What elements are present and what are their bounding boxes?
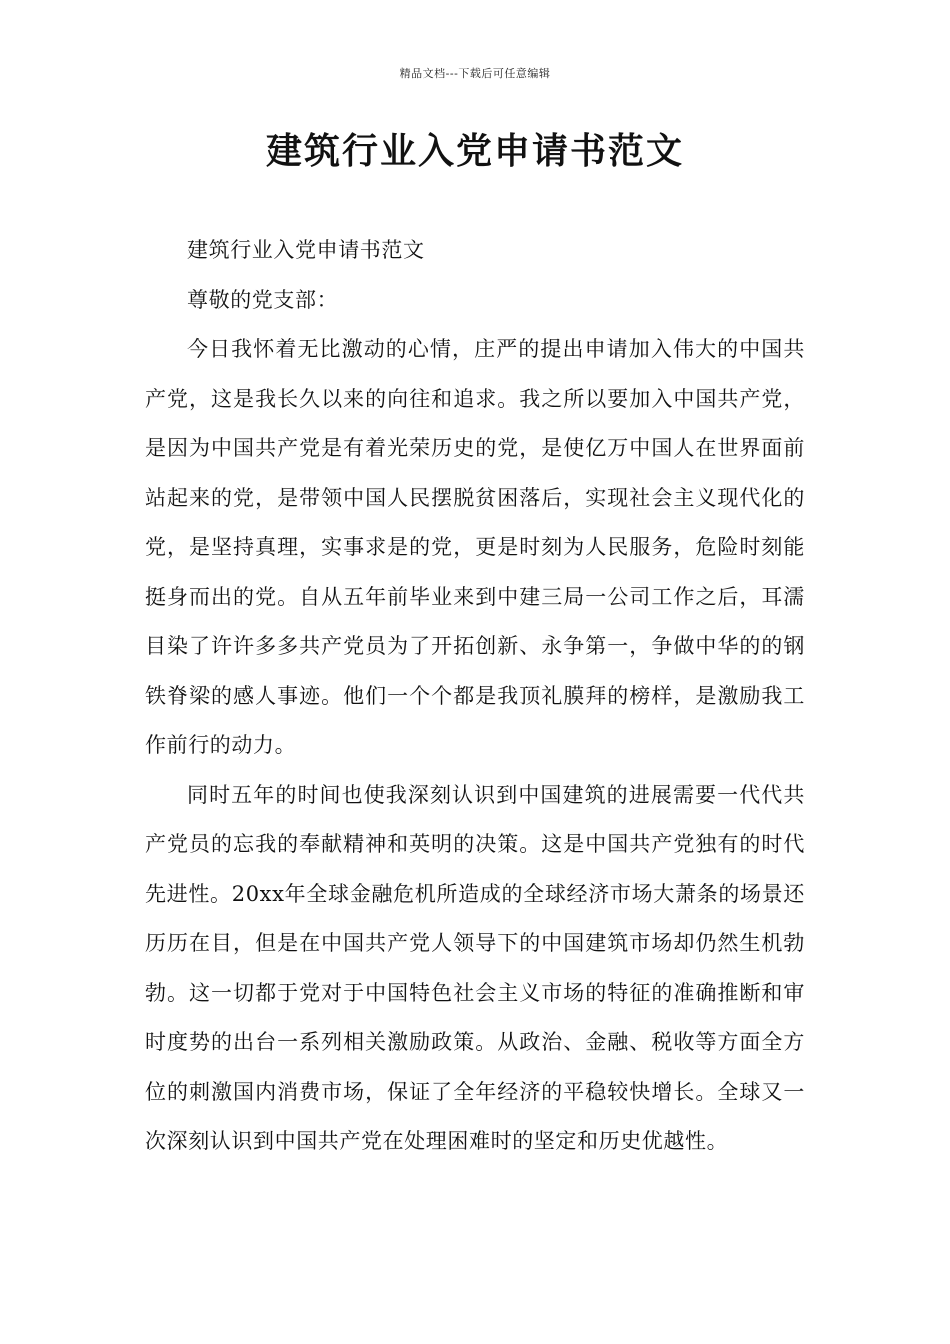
body-paragraph-subtitle: 建筑行业入党申请书范文 [187,238,425,262]
header-note: 精品文档---下载后可任意编辑 [399,67,551,80]
body-paragraph-salutation: 尊敬的党支部： [187,287,339,312]
body-paragraph: 同时五年的时间也使我深刻认识到中国建筑的进展需要一代代共产党员的忘我的奉献精神和英明的决策。这是中国共产党独有的时代先进性。20xx年全球金融危机所造成的全球经济市场大萧条的场景还历历在目，但是在中国共产党人领导下的中国建筑市场却仍然生机勃勃。这一切都于党对于中国特色社会主义市场的特征的准确推断和审时度势的出台一系列相关激励政策。从政治、金融、税收等方面全方位的刺激国内消费市场，保证了全年经济的平稳较快增长。全球又一次深刻认识到中国共产党在处理困难时的坚定和历史优越性。 [145,782,805,1153]
document-body [145,226,805,1167]
page-title: 建筑行业入党申请书范文 [265,131,684,172]
body-paragraph: 今日我怀着无比激动的心情，庄严的提出申请加入伟大的中国共产党，这是我长久以来的向往和追求。我之所以要加入中国共产党，是因为中国共产党是有着光荣历史的党，是使亿万中国人在世界面前站起来的党，是带领中国人民摆脱贫困落后，实现社会主义现代化的党，是坚持真理，实事求是的党，更是时刻为人民服务，危险时刻能挺身而出的党。自从五年前毕业来到中建三局一公司工作之后，耳濡目染了许许多多共产党员为了开拓创新、永争第一，争做中华的的钢铁脊梁的感人事迹。他们一个个都是我顶礼膜拜的榜样，是激励我工作前行的动力。 [145,337,805,757]
